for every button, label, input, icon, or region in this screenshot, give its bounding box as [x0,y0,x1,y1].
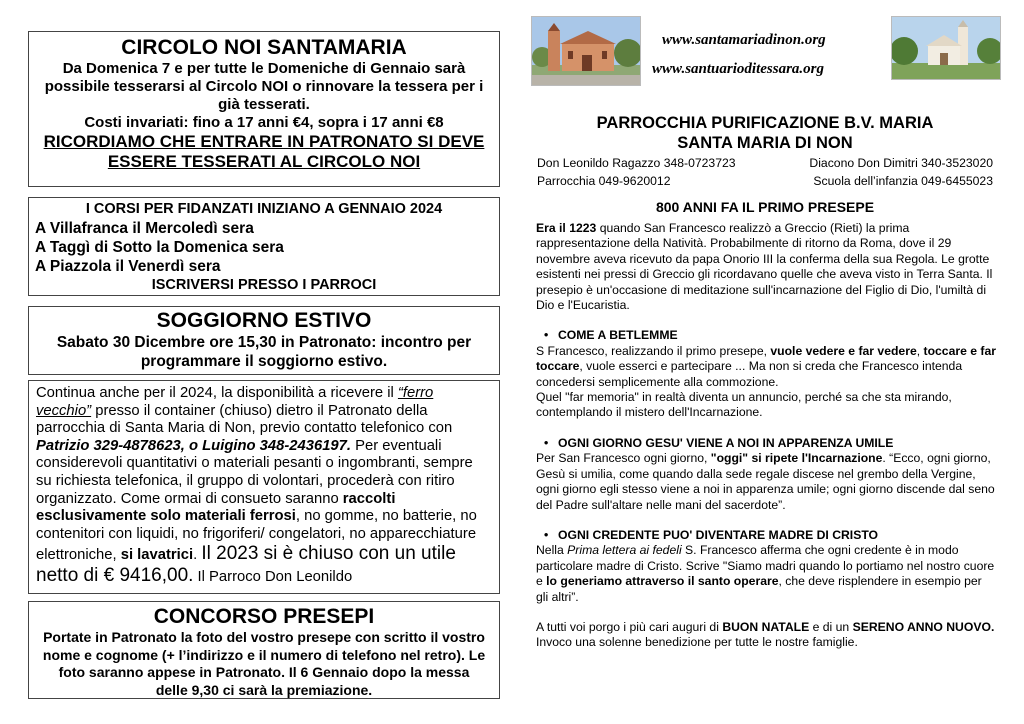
ferro-quote: “ferro vecchio” [36,385,434,419]
closing-wishes: A tutti voi porgo i più cari auguri di BUON NATALE e di un SERENO ANNO NUOVO. Invoco una solenne benedizione per tutte le nostre famiglie. [536,619,995,650]
circolo-text: Da Domenica 7 e per tutte le Domeniche di Gennaio sarà possibile tesserarsi al Circolo NOI o rinnovare la tessera per i già tesserati. [44,60,484,113]
section-text: Nella Prima lettera ai fedeli S. Francesco afferma che ogni credente è in modo particolare madre di Cristo. Scrive "Siamo madri quando lo portiamo nel nostro cuore e lo generiamo attraverso il santo operare, che deve risplendere in esempio per gli altri”. [536,543,995,604]
soggiorno-estivo-box [28,306,500,375]
soggiorno-title: SOGGIORNO ESTIVO [156,309,372,332]
circolo-costs: Costi invariati: fino a 17 anni €4, sopra i 17 anni €8 [84,114,444,131]
website-santamariadinon[interactable]: www.santamariadinon.org [662,32,826,48]
section-text: S Francesco, realizzando il primo presepe, vuole vedere e far vedere, toccare e far toccare, vuole esserci e partecipare ... Ma non si creda che Francesco intenda concedersi semplicemente alla commozione. Quel "far memoria" in realtà diventa un annuncio, perché sa che sta mirando, contemplando il mistero dell'Incarnazione. [536,343,997,420]
parish-name: PARROCCHIA PURIFICAZIONE B.V. MARIA SANTA MARIA DI NON [596,114,934,152]
section-heading: • OGNI CREDENTE PUO' DIVENTARE MADRE DI CRISTO [536,528,996,543]
parish-contacts [537,154,993,190]
ferro-vecchio-box [28,380,500,594]
corsi-item: A Taggì di Sotto la Domenica sera [35,239,284,256]
corsi-item: A Villafranca il Mercoledì sera [35,220,254,237]
corsi-fidanzati-box [28,197,500,296]
church-santa-maria-photo [531,16,641,86]
article-intro: Era il 1223 quando San Francesco realizzò a Greccio (Rieti) la prima rappresentazione della Natività. Probabilmente di ritorno da Roma, dove il 29 novembre aveva ricevuto da papa Onorio III la conferma della sua Regola. Le grotte esistenti nei pressi di Greccio gli ricordavano quelle che aveva visto in Terra Santa. Il presepio è un'occasione di meditazione sull'incarnazione del Figlio di Dio, l'umiltà di Dio e l'Eucaristia. [536,221,993,313]
ferro-contacts: Patrizio 329-4878623, o Luigino 348-2436197. [36,437,352,454]
ferro-closing: Il 2023 si è chiuso con un utile netto di € 9416,00. [36,543,456,587]
corsi-title: I CORSI PER FIDANZATI INIZIANO A GENNAIO 2024 [85,201,443,217]
section-heading: • OGNI GIORNO GESU' VIENE A NOI IN APPARENZA UMILE [536,436,996,451]
santuario-tessara-photo [891,16,1001,80]
concorso-text: Portate in Patronato la foto del vostro presepe con scritto il vostro nome e cognome (+ l’indirizzo e il numero di telefono nel retro). Le foto saranno appese in Patronato. Il 6 Gennaio dopo la messa delle 9,30 ci sarà la premiazione. [42,629,486,698]
concorso-title: CONCORSO PRESEPI [153,605,375,628]
contact-parroco: Don Leonildo Ragazzo 348-0723723 [537,156,736,170]
section-heading: • COME A BETLEMME [536,328,996,343]
circolo-title: CIRCOLO NOI SANTAMARIA [121,36,407,59]
corsi-item: A Piazzola il Venerdì sera [35,258,221,275]
website-santuarioditessara[interactable]: www.santuarioditessara.org [652,61,824,77]
contact-diacono: Diacono Don Dimitri 340-3523020 [809,156,993,170]
corsi-footer: ISCRIVERSI PRESSO I PARROCI [151,277,377,293]
soggiorno-text: Sabato 30 Dicembre ore 15,30 in Patronato: incontro per programmare il soggiorno estivo. [56,334,472,370]
circolo-reminder: RICORDIAMO CHE ENTRARE IN PATRONATO SI DEVE ESSERE TESSERATI AL CIRCOLO NOI [43,132,485,171]
contact-scuola: Scuola dell’infanzia 049-6455023 [813,174,993,188]
circolo-noi-box [28,31,500,187]
ferro-text: Continua anche per il 2024, la disponibilità a ricevere il “ferro vecchio” presso il container (chiuso) dietro il Patronato della parrocchia di Santa Maria di Non, previo contatto telefonico con Patrizio 329-4878623, o Luigino 348-2436197. Per eventuali considerevoli quantitativi o materiali pesanti o ingombranti, sempre su richiesta telefonica, il gruppo di volontari, procederà con ritiro organizzato. Come ormai di consueto saranno raccolti esclusivamente solo materiali ferrosi, no gomme, no batterie, no contenitori con liquidi, no frigoriferi/ congelatori, no apparecchiature elettroniche, si lavatrici. Il 2023 si è chiuso con un utile netto di € 9416,00. Il Parroco Don Leonildo [36,385,477,587]
concorso-presepi-box [28,601,500,699]
contact-parrocchia: Parrocchia 049-9620012 [537,174,671,188]
article-title: 800 ANNI FA IL PRIMO PRESEPE [655,199,875,215]
ferro-signature: Il Parroco Don Leonildo [193,569,353,586]
section-text: Per San Francesco ogni giorno, "oggi" si ripete l'Incarnazione. “Ecco, ogni giorno, Gesù si umilia, come quando dalla sede regale discese nel grembo della Vergine, ogni giorno egli stesso viene a noi in apparenza umile; ogni giorno discende dal seno del Padre sull'altare nelle mani del sacerdote”. [536,451,995,512]
article-body [536,221,996,651]
